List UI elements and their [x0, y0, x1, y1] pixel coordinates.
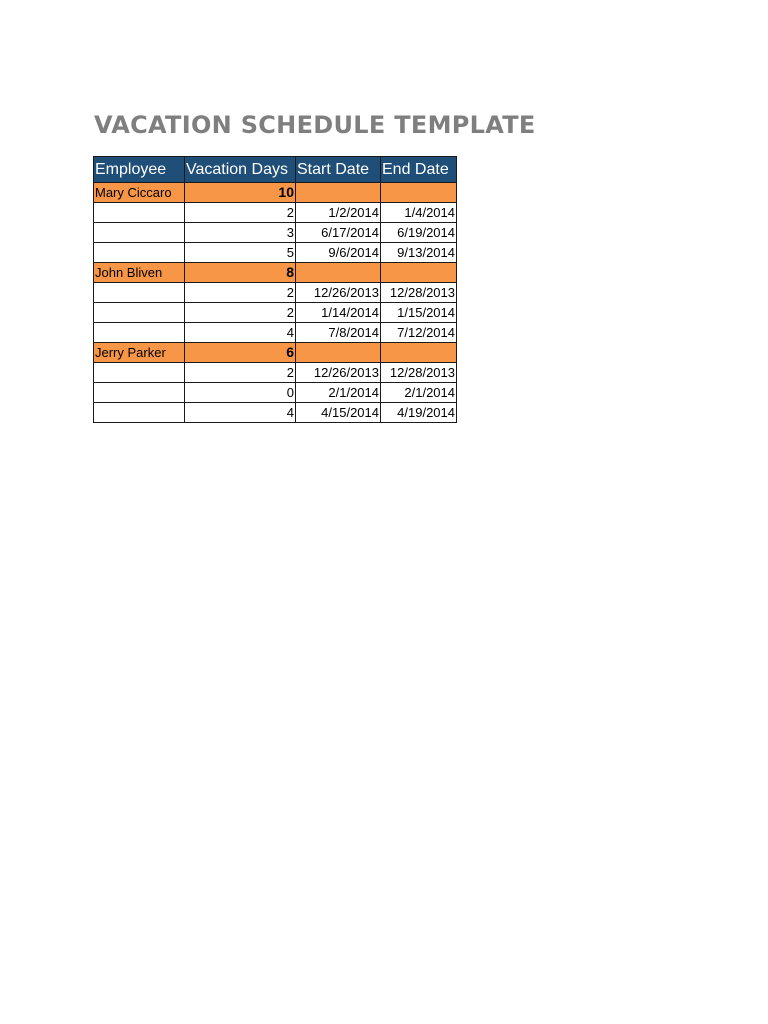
empty-cell[interactable]: [94, 403, 185, 423]
days-cell[interactable]: 4: [185, 403, 296, 423]
empty-cell[interactable]: [381, 183, 457, 203]
end-date-cell[interactable]: 1/15/2014: [381, 303, 457, 323]
total-days-cell[interactable]: 6: [185, 343, 296, 363]
table-row: [94, 383, 457, 403]
empty-cell[interactable]: [94, 383, 185, 403]
header-start-date[interactable]: Start Date: [296, 157, 381, 183]
empty-cell[interactable]: [296, 343, 381, 363]
table-row: [94, 243, 457, 263]
header-vacation-days[interactable]: Vacation Days: [185, 157, 296, 183]
employee-name-cell[interactable]: Jerry Parker: [94, 343, 185, 363]
employee-name-cell[interactable]: Mary Ciccaro: [94, 183, 185, 203]
days-cell[interactable]: 0: [185, 383, 296, 403]
start-date-cell[interactable]: 12/26/2013: [296, 283, 381, 303]
end-date-cell[interactable]: 12/28/2013: [381, 363, 457, 383]
days-cell[interactable]: 5: [185, 243, 296, 263]
start-date-cell[interactable]: 4/15/2014: [296, 403, 381, 423]
employee-group-row: [94, 183, 457, 203]
empty-cell[interactable]: [94, 223, 185, 243]
days-cell[interactable]: 3: [185, 223, 296, 243]
start-date-cell[interactable]: 1/2/2014: [296, 203, 381, 223]
employee-name-cell[interactable]: John Bliven: [94, 263, 185, 283]
days-cell[interactable]: 2: [185, 303, 296, 323]
table-row: [94, 363, 457, 383]
table-row: [94, 403, 457, 423]
empty-cell[interactable]: [381, 263, 457, 283]
start-date-cell[interactable]: 12/26/2013: [296, 363, 381, 383]
empty-cell[interactable]: [94, 243, 185, 263]
total-days-cell[interactable]: 10: [185, 183, 296, 203]
start-date-cell[interactable]: 7/8/2014: [296, 323, 381, 343]
table-row: [94, 303, 457, 323]
header-end-date[interactable]: End Date: [381, 157, 457, 183]
days-cell[interactable]: 2: [185, 203, 296, 223]
total-days-cell[interactable]: 8: [185, 263, 296, 283]
empty-cell[interactable]: [296, 183, 381, 203]
vacation-schedule-table: [93, 156, 457, 423]
empty-cell[interactable]: [94, 283, 185, 303]
end-date-cell[interactable]: 9/13/2014: [381, 243, 457, 263]
table-row: [94, 323, 457, 343]
end-date-cell[interactable]: 1/4/2014: [381, 203, 457, 223]
days-cell[interactable]: 4: [185, 323, 296, 343]
end-date-cell[interactable]: 12/28/2013: [381, 283, 457, 303]
start-date-cell[interactable]: 2/1/2014: [296, 383, 381, 403]
end-date-cell[interactable]: 7/12/2014: [381, 323, 457, 343]
start-date-cell[interactable]: 1/14/2014: [296, 303, 381, 323]
start-date-cell[interactable]: 6/17/2014: [296, 223, 381, 243]
table-row: [94, 283, 457, 303]
empty-cell[interactable]: [94, 203, 185, 223]
empty-cell[interactable]: [94, 363, 185, 383]
end-date-cell[interactable]: 2/1/2014: [381, 383, 457, 403]
empty-cell[interactable]: [94, 323, 185, 343]
table-row: [94, 223, 457, 243]
header-row: [94, 157, 457, 183]
empty-cell[interactable]: [381, 343, 457, 363]
empty-cell[interactable]: [94, 303, 185, 323]
end-date-cell[interactable]: 6/19/2014: [381, 223, 457, 243]
start-date-cell[interactable]: 9/6/2014: [296, 243, 381, 263]
employee-group-row: [94, 343, 457, 363]
employee-group-row: [94, 263, 457, 283]
header-employee[interactable]: Employee: [94, 157, 185, 183]
end-date-cell[interactable]: 4/19/2014: [381, 403, 457, 423]
empty-cell[interactable]: [296, 263, 381, 283]
table-row: [94, 203, 457, 223]
document-title: VACATION SCHEDULE TEMPLATE: [94, 111, 536, 139]
days-cell[interactable]: 2: [185, 283, 296, 303]
days-cell[interactable]: 2: [185, 363, 296, 383]
title-clip: [94, 108, 536, 142]
